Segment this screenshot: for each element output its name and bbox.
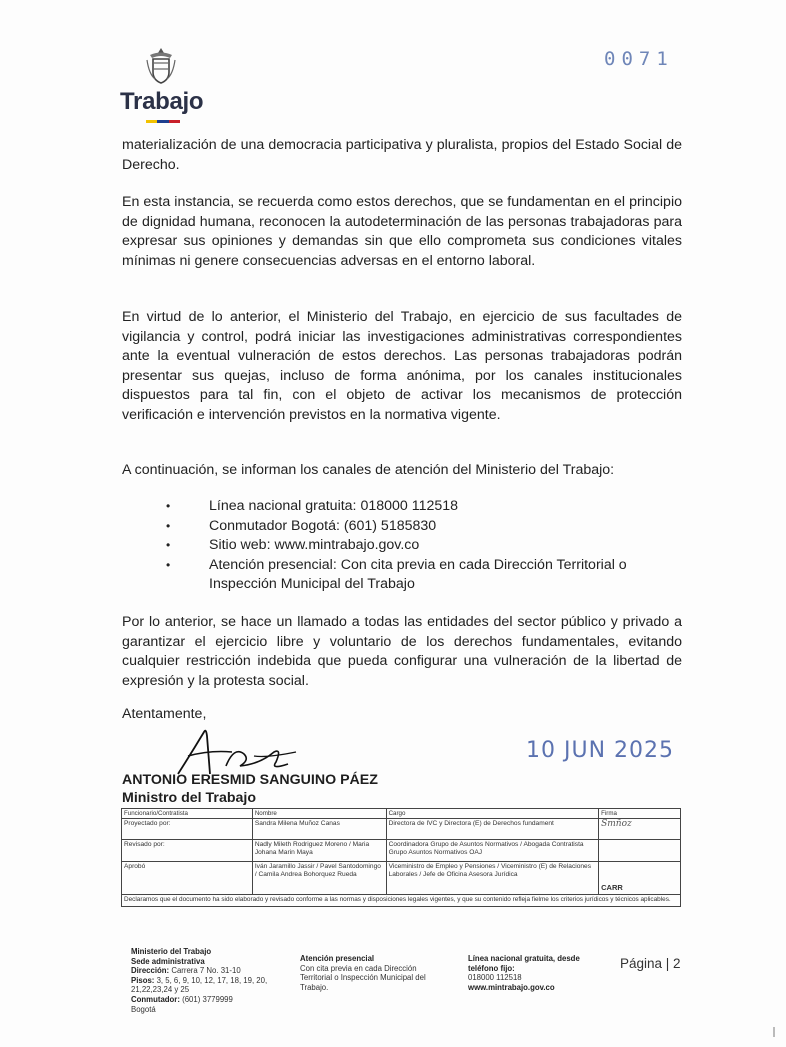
salutation: Atentamente, — [122, 706, 207, 722]
footer-subtitle: Sede administrativa — [131, 956, 205, 966]
date-stamp: 10 JUN 2025 — [526, 738, 675, 763]
bullet-icon: • — [166, 499, 171, 513]
list-item: • Atención presencial: Con cita previa en cada Dirección Territorial o Inspección Municipal del Trabajo — [166, 556, 627, 593]
table-header-cell: Firma — [599, 809, 681, 819]
table-note-row — [122, 895, 681, 907]
paragraph-rights: En esta instancia, se recuerda como estos derechos, que se fundamentan en el principio de dignidad humana, reconocen la autodeterminación de las personas trabajadoras para expresar sus opiniones y demandas sin que ello comprometa sus condiciones vitales mínimas ni genere consecuencias adversas en el entorno laboral. — [122, 194, 682, 269]
flag-color-band — [157, 120, 168, 123]
paragraph-channels-intro: A continuación, se informan los canales de atención del Ministerio del Trabajo: — [122, 462, 615, 478]
signer-name: ANTONIO ERESMID SANGUINO PÁEZ — [122, 772, 378, 788]
review-table — [121, 808, 681, 907]
list-item: • Línea nacional gratuita: 018000 112518 — [160, 497, 690, 517]
footer-address: Ministerio del Trabajo Sede administrativa Dirección: Carrera 7 No. 31-10 Pisos: 3, 5, 6, 9, 10, 12, 17, 18, 19, 20, 21,22,23,24 y 25 Conmutador: (601) 3779999 Bogotá — [131, 947, 268, 1014]
signer-role: Ministro del Trabajo — [122, 790, 257, 806]
brand-logo-text: Trabajo — [120, 88, 204, 115]
flag-color-band — [169, 120, 180, 123]
table-cell: Nadly Mileth Rodriguez Moreno / Maria Johana Marin Maya — [252, 840, 386, 862]
table-cell: Aprobó — [122, 862, 253, 895]
paragraph-intro: materialización de una democracia participativa y pluralista, propios del Estado Social de Derecho. — [122, 137, 682, 173]
list-item: • Sitio web: www.mintrabajo.gov.co — [160, 536, 690, 556]
paragraph-call-to-action: Por lo anterior, se hace un llamado a todas las entidades del sector público y privado a garantizar el ejercicio libre y voluntario de los derechos fundamentales, evitando cualquier restricción indebida que pueda configurar una vulneración de la libertad de expresión y la protesta social. — [122, 614, 682, 689]
table-header-cell: Funcionario/Contratista — [122, 809, 253, 819]
table-header-cell: Cargo — [386, 809, 599, 819]
flag-stripe — [146, 120, 180, 123]
list-item: • Conmutador Bogotá: (601) 5185830 — [160, 517, 690, 537]
table-row — [122, 840, 681, 862]
signature-initials: CARR — [601, 882, 623, 892]
table-row — [122, 862, 681, 895]
table-header-cell: Nombre — [252, 809, 386, 819]
bullet-icon: • — [166, 538, 171, 553]
table-row — [122, 819, 681, 840]
table-cell: Iván Jaramillo Jassir / Pavel Santodomingo / Camila Andrea Bohorquez Rueda — [252, 862, 386, 895]
bullet-icon: • — [166, 557, 171, 572]
scan-mark — [773, 1027, 775, 1037]
table-header-row — [122, 809, 681, 819]
table-cell: Revisado por: — [122, 840, 253, 862]
document-number-stamp: 0071 — [604, 48, 674, 70]
footer-website-link[interactable]: www.mintrabajo.gov.co — [468, 982, 555, 992]
coat-of-arms-icon — [144, 46, 178, 86]
page-number: Página | 2 — [620, 956, 681, 971]
table-cell: Sandra Milena Muñoz Canas — [252, 819, 386, 840]
channels-list — [160, 497, 690, 595]
flag-color-band — [146, 120, 157, 123]
paragraph-investigations: En virtud de lo anterior, el Ministerio del Trabajo, en ejercicio de sus facultades de vigilancia y control, podrá iniciar las investigaciones administrativas correspondientes ante la eventual vulneración de estos derechos. Las personas trabajadoras podrán presentar sus quejas, incluso de forma anónima, por los canales institucionales dispuestos para tal fin, con el objeto de activar los mecanismos de protección verificación e intervención previstos en la normativa vigente. — [122, 309, 682, 423]
table-note: Declaramos que el documento ha sido elaborado y revisado conforme a las normas y disposiciones legales vigentes, y que su contenido refleja fielme los criterios jurídicos y técnicos aplicables. — [122, 895, 681, 907]
table-cell: Coordinadora Grupo de Asuntos Normativos / Abogada Contratista Grupo Asuntos Normativos OAJ — [386, 840, 599, 862]
table-cell — [599, 862, 681, 895]
bullet-icon: • — [166, 518, 171, 533]
table-cell: Directora de IVC y Directora (E) de Derechos fundament — [386, 819, 599, 840]
table-cell — [599, 840, 681, 862]
footer-title: Ministerio del Trabajo — [131, 947, 212, 956]
table-cell — [599, 819, 681, 840]
footer-hotline: Línea nacional gratuita, desde teléfono fijo: 018000 112518 www.mintrabajo.gov.co — [468, 954, 580, 992]
table-cell: Proyectado por: — [122, 819, 253, 840]
signature-initials: Smñoz — [601, 819, 632, 829]
table-cell: Viceministro de Empleo y Pensiones / Viceministro (E) de Relaciones Laborales / Jefe de Oficina Asesora Jurídica — [386, 862, 599, 895]
footer-attention: Atención presencial Con cita previa en cada Dirección Territorial o Inspección Municipal del Trabajo. — [300, 954, 426, 992]
